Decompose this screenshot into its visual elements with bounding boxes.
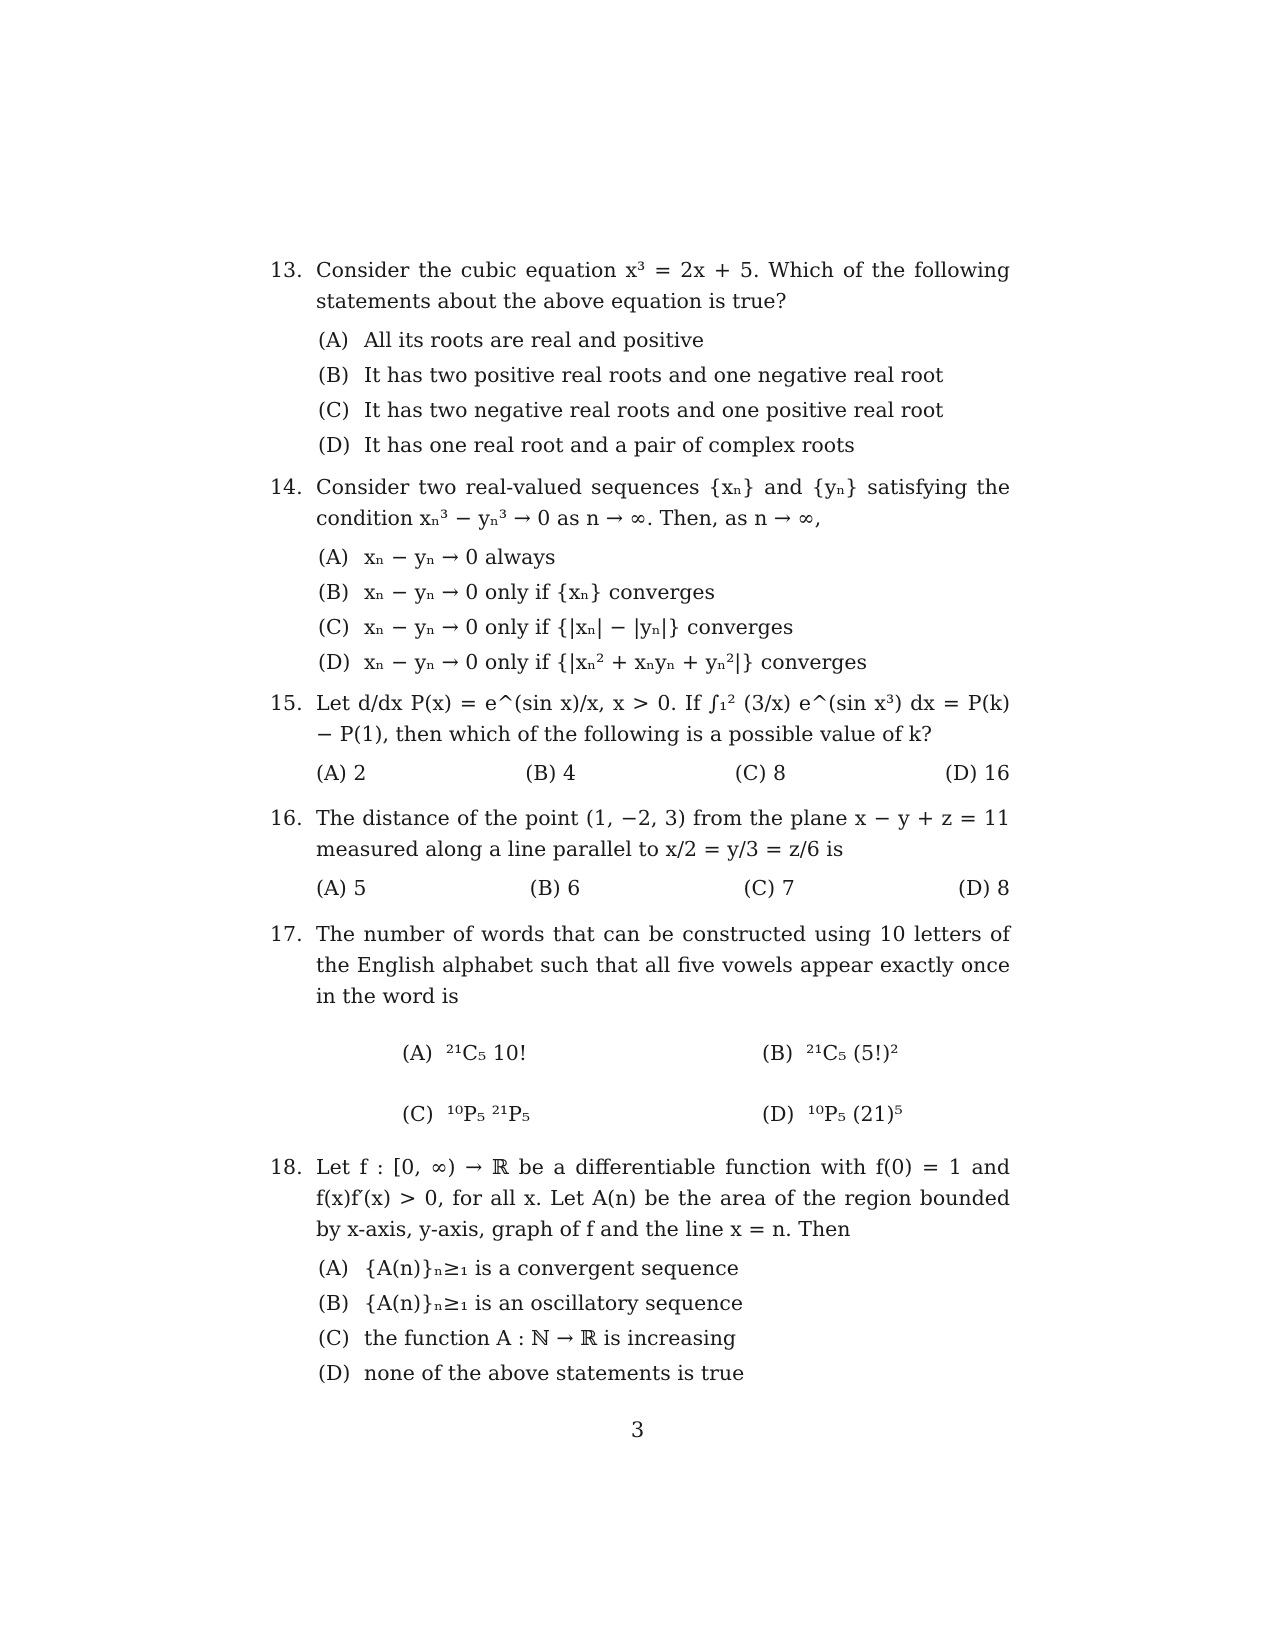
option-label: (C) (318, 615, 350, 639)
option-text: xₙ − yₙ → 0 only if {|xₙ| − |yₙ|} converges (364, 615, 794, 639)
option-text: xₙ − yₙ → 0 always (364, 545, 556, 569)
option-text: It has two positive real roots and one negative real root (364, 363, 944, 387)
option-text: ²¹C₅ (5!)² (806, 1041, 899, 1065)
question-number: 14. (270, 475, 303, 499)
option-text: 8 (773, 761, 787, 785)
option-label: (B) (318, 363, 350, 387)
option-label: (A) (318, 545, 349, 569)
option-b (530, 873, 581, 904)
option-text: ¹⁰P₅ ²¹P₅ (446, 1102, 531, 1126)
option-text: It has one real root and a pair of complex roots (364, 433, 855, 457)
question-stem: The number of words that can be constructed using 10 letters of the English alphabet such that all five vowels appear exactly once in the word is (316, 922, 1010, 1008)
option-label: (C) (318, 398, 350, 422)
question-stem: Consider two real-valued sequences {xₙ} and {yₙ} satisfying the condition xₙ³ − yₙ³ → 0 as n → ∞. Then, as n → ∞, (316, 475, 1010, 530)
option-label: (A) (318, 328, 349, 352)
question-stem: Let f : [0, ∞) → ℝ be a differentiable function with f(0) = 1 and f(x)f′(x) > 0, for all x. Let A(n) be the area of the region bounded by x-axis, y-axis, graph of f and the line x = n. Then (316, 1155, 1010, 1241)
options-list (318, 323, 1010, 463)
page-number: 3 (630, 1418, 645, 1442)
option-d (318, 645, 1010, 680)
option-text: ²¹C₅ 10! (445, 1041, 528, 1065)
option-text: All its roots are real and positive (364, 328, 705, 352)
option-label: (B) (762, 1041, 794, 1065)
option-label: (D) (318, 650, 351, 674)
option-text: 2 (353, 761, 367, 785)
question-15 (270, 688, 1010, 789)
option-d (945, 758, 1010, 789)
option-text: 7 (781, 876, 795, 900)
options-grid (402, 1038, 1010, 1130)
question-number: 17. (270, 922, 303, 946)
option-label: (A) (316, 761, 347, 785)
option-label: (A) (316, 876, 347, 900)
option-text: ¹⁰P₅ (21)⁵ (807, 1102, 903, 1126)
option-a (318, 323, 1010, 358)
option-c (402, 1099, 762, 1130)
question-stem: Let d/dx P(x) = e^(sin x)/x, x > 0. If ∫₁² (3/x) e^(sin x³) dx = P(k) − P(1), then which of the following is a possible value of k? (316, 691, 1010, 746)
question-stem: The distance of the point (1, −2, 3) from the plane x − y + z = 11 measured along a line parallel to x/2 = y/3 = z/6 is (316, 806, 1010, 861)
question-number: 15. (270, 691, 303, 715)
option-d (762, 1099, 992, 1130)
option-text: It has two negative real roots and one positive real root (364, 398, 944, 422)
option-label: (A) (402, 1041, 433, 1065)
question-13 (270, 255, 1010, 463)
option-label: (B) (318, 580, 350, 604)
option-text: {A(n)}ₙ≥₁ is an oscillatory sequence (364, 1291, 744, 1315)
option-b (318, 575, 1010, 610)
question-14 (270, 472, 1010, 680)
option-label: (D) (957, 876, 991, 900)
option-label: (D) (944, 761, 978, 785)
option-label: (A) (318, 1256, 349, 1280)
option-a (318, 540, 1010, 575)
options-row (316, 758, 1010, 789)
option-text: 5 (353, 876, 367, 900)
option-label: (D) (318, 433, 351, 457)
question-number: 18. (270, 1155, 303, 1179)
option-text: xₙ − yₙ → 0 only if {xₙ} converges (364, 580, 716, 604)
option-text: none of the above statements is true (364, 1361, 745, 1385)
option-text: {A(n)}ₙ≥₁ is a convergent sequence (364, 1256, 739, 1280)
option-a (318, 1251, 1010, 1286)
option-label: (C) (402, 1102, 434, 1126)
option-c (318, 393, 1010, 428)
option-a (316, 758, 366, 789)
option-label: (B) (318, 1291, 350, 1315)
option-label: (B) (529, 876, 561, 900)
option-a (402, 1038, 762, 1069)
options-list (318, 1251, 1010, 1391)
option-b (762, 1038, 992, 1069)
question-number: 13. (270, 258, 303, 282)
question-16 (270, 803, 1010, 904)
option-text: 16 (983, 761, 1010, 785)
option-b (318, 1286, 1010, 1321)
option-text: 8 (996, 876, 1010, 900)
option-label: (D) (318, 1361, 351, 1385)
option-c (318, 610, 1010, 645)
option-text: xₙ − yₙ → 0 only if {|xₙ² + xₙyₙ + yₙ²|} converges (364, 650, 868, 674)
option-label: (C) (734, 761, 767, 785)
option-text: 4 (562, 761, 576, 785)
option-d (318, 428, 1010, 463)
option-text: 6 (567, 876, 581, 900)
option-a (316, 873, 366, 904)
option-b (318, 358, 1010, 393)
option-c (735, 758, 786, 789)
options-list (318, 540, 1010, 680)
option-label: (B) (525, 761, 557, 785)
option-d (318, 1356, 1010, 1391)
option-d (958, 873, 1010, 904)
option-label: (C) (318, 1326, 350, 1350)
option-c (318, 1321, 1010, 1356)
option-c (743, 873, 794, 904)
question-stem: Consider the cubic equation x³ = 2x + 5. Which of the following statements about the above equation is true? (316, 258, 1010, 313)
question-18 (270, 1152, 1010, 1391)
options-row (316, 873, 1010, 904)
option-label: (D) (762, 1102, 795, 1126)
question-17 (270, 919, 1010, 1130)
option-text: the function A : ℕ → ℝ is increasing (364, 1326, 737, 1350)
option-b (525, 758, 576, 789)
option-label: (C) (743, 876, 776, 900)
question-number: 16. (270, 806, 303, 830)
